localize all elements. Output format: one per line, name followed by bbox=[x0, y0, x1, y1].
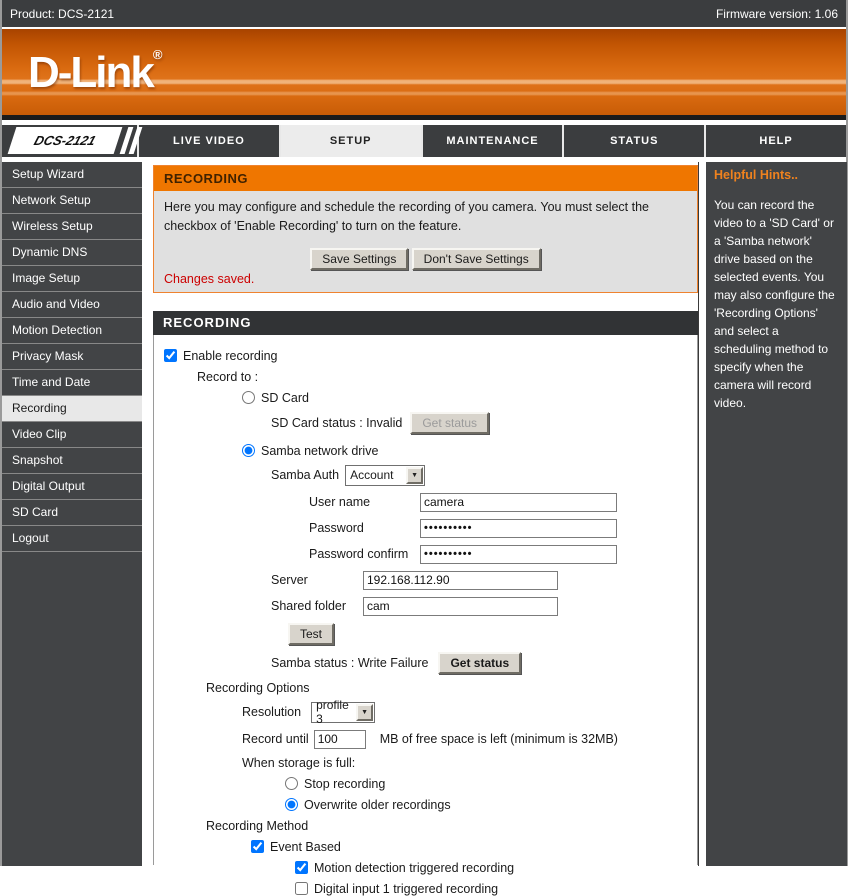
stop-recording-row bbox=[285, 777, 697, 791]
motion-detection-checkbox[interactable] bbox=[295, 861, 308, 874]
user-name-label: User name bbox=[309, 495, 371, 509]
sidebar-item-setup-wizard[interactable]: Setup Wizard bbox=[2, 162, 142, 188]
section-body bbox=[154, 191, 697, 292]
sidebar-item-audio-and-video[interactable]: Audio and Video bbox=[2, 292, 142, 318]
sidebar-item-digital-output[interactable]: Digital Output bbox=[2, 474, 142, 500]
changes-saved-message: Changes saved. bbox=[164, 271, 255, 286]
server-input[interactable] bbox=[363, 571, 558, 590]
top-bar bbox=[2, 0, 846, 27]
sd-card-status-row bbox=[271, 412, 697, 434]
event-based-label: Event Based bbox=[270, 839, 341, 854]
samba-auth-label: Samba Auth bbox=[271, 468, 340, 482]
recording-method-label: Recording Method bbox=[206, 818, 309, 833]
sidebar-item-wireless-setup[interactable]: Wireless Setup bbox=[2, 214, 142, 240]
dlink-logo: D-Link® bbox=[28, 47, 163, 97]
sidebar-item-snapshot[interactable]: Snapshot bbox=[2, 448, 142, 474]
record-to-label: Record to : bbox=[197, 369, 259, 384]
sd-card-status-label: SD Card status : Invalid bbox=[271, 415, 403, 430]
dont-save-settings-button[interactable]: Don't Save Settings bbox=[412, 248, 541, 270]
enable-recording-label: Enable recording bbox=[183, 348, 278, 363]
resolution-select[interactable]: profile 3 ▼ bbox=[311, 702, 375, 723]
section-title: RECORDING bbox=[154, 166, 697, 191]
test-row bbox=[288, 623, 697, 645]
sidebar-item-network-setup[interactable]: Network Setup bbox=[2, 188, 142, 214]
digital-input-row bbox=[295, 882, 697, 896]
samba-auth-select[interactable]: Account ▼ bbox=[345, 465, 425, 486]
password-row bbox=[309, 519, 697, 538]
samba-drive-radio[interactable] bbox=[242, 444, 255, 457]
sidebar-item-time-and-date[interactable]: Time and Date bbox=[2, 370, 142, 396]
shared-folder-row bbox=[271, 597, 697, 616]
resolution-label: Resolution bbox=[242, 705, 302, 719]
helpful-hints-title: Helpful Hints.. bbox=[714, 168, 799, 182]
sd-card-radio[interactable] bbox=[242, 391, 255, 404]
recording-settings-section bbox=[153, 311, 698, 896]
test-button[interactable]: Test bbox=[288, 623, 334, 645]
server-row bbox=[271, 571, 697, 590]
tab-setup[interactable]: SETUP bbox=[279, 125, 421, 157]
sidebar-item-sd-card[interactable]: SD Card bbox=[2, 500, 142, 526]
tab-status[interactable]: STATUS bbox=[562, 125, 704, 157]
sd-card-label: SD Card bbox=[261, 390, 309, 405]
recording-options-label: Recording Options bbox=[206, 680, 310, 695]
password-confirm-row bbox=[309, 545, 697, 564]
sidebar-item-recording[interactable]: Recording bbox=[2, 396, 142, 422]
recording-description: Here you may configure and schedule the recording of you camera. You must select the checkbox of 'Enable Recording' to turn on the feature. bbox=[164, 200, 650, 233]
model-badge-area bbox=[2, 125, 137, 157]
overwrite-label: Overwrite older recordings bbox=[304, 797, 451, 812]
stop-recording-radio[interactable] bbox=[285, 777, 298, 790]
record-until-suffix: MB of free space is left (minimum is 32MB) bbox=[379, 732, 618, 746]
record-until-label: Record until bbox=[242, 732, 309, 746]
motion-detection-label: Motion detection triggered recording bbox=[314, 860, 515, 875]
shared-folder-label: Shared folder bbox=[271, 599, 347, 613]
tab-maintenance[interactable]: MAINTENANCE bbox=[421, 125, 563, 157]
main-nav bbox=[2, 125, 846, 157]
chevron-down-icon: ▼ bbox=[406, 467, 423, 484]
sidebar-item-logout[interactable]: Logout bbox=[2, 526, 142, 552]
helpful-hints-panel bbox=[706, 162, 847, 866]
motion-detection-row bbox=[295, 861, 697, 875]
chevron-down-icon: ▼ bbox=[356, 704, 373, 721]
main-content bbox=[153, 162, 699, 896]
recording-info-section bbox=[153, 165, 698, 293]
event-based-checkbox[interactable] bbox=[251, 840, 264, 853]
recording-form bbox=[153, 335, 698, 896]
stop-recording-label: Stop recording bbox=[304, 776, 386, 791]
product-label: Product: DCS-2121 bbox=[10, 6, 115, 21]
user-name-row bbox=[309, 493, 697, 512]
helpful-hints-body: You can record the video to a 'SD Card' or a 'Samba network' drive based on the selected events. You may also configure the 'Recording Options' and select a scheduling method to specify when the camera will record video. bbox=[714, 198, 835, 410]
enable-recording-checkbox[interactable] bbox=[164, 349, 177, 362]
server-label: Server bbox=[271, 573, 308, 587]
when-storage-full-label: When storage is full: bbox=[242, 755, 356, 770]
sidebar-item-privacy-mask[interactable]: Privacy Mask bbox=[2, 344, 142, 370]
digital-input-label: Digital input 1 triggered recording bbox=[314, 881, 499, 896]
save-settings-button[interactable]: Save Settings bbox=[310, 248, 408, 270]
firmware-label: Firmware version: 1.06 bbox=[715, 6, 838, 21]
password-label: Password bbox=[309, 521, 364, 535]
tab-live-video[interactable]: LIVE VIDEO bbox=[137, 125, 279, 157]
sidebar bbox=[2, 162, 142, 866]
section-title: RECORDING bbox=[153, 311, 698, 335]
overwrite-radio[interactable] bbox=[285, 798, 298, 811]
sidebar-item-video-clip[interactable]: Video Clip bbox=[2, 422, 142, 448]
sd-card-row bbox=[242, 391, 697, 405]
samba-get-status-button[interactable]: Get status bbox=[438, 652, 521, 674]
shared-folder-input[interactable] bbox=[363, 597, 558, 616]
overwrite-row bbox=[285, 798, 697, 812]
sidebar-item-image-setup[interactable]: Image Setup bbox=[2, 266, 142, 292]
samba-drive-label: Samba network drive bbox=[261, 443, 379, 458]
user-name-input[interactable] bbox=[420, 493, 617, 512]
samba-status-row bbox=[271, 652, 697, 674]
sidebar-item-motion-detection[interactable]: Motion Detection bbox=[2, 318, 142, 344]
password-input[interactable] bbox=[420, 519, 617, 538]
digital-input-checkbox[interactable] bbox=[295, 882, 308, 895]
samba-auth-row bbox=[271, 465, 697, 486]
record-until-input[interactable] bbox=[314, 730, 366, 749]
sd-get-status-button[interactable]: Get status bbox=[410, 412, 489, 434]
samba-drive-row bbox=[242, 444, 697, 458]
password-confirm-input[interactable] bbox=[420, 545, 617, 564]
save-buttons-row bbox=[164, 248, 687, 270]
event-based-row bbox=[251, 840, 697, 854]
record-until-row bbox=[242, 730, 697, 749]
model-badge: DCS-2121 bbox=[8, 127, 123, 154]
registered-mark-icon: ® bbox=[152, 47, 163, 62]
samba-status-label: Samba status : Write Failure bbox=[271, 655, 429, 670]
tab-help[interactable]: HELP bbox=[704, 125, 846, 157]
password-confirm-label: Password confirm bbox=[309, 547, 409, 561]
brand-banner bbox=[2, 29, 846, 120]
sidebar-item-dynamic-dns[interactable]: Dynamic DNS bbox=[2, 240, 142, 266]
enable-recording-row bbox=[164, 349, 697, 363]
resolution-row bbox=[242, 698, 697, 726]
